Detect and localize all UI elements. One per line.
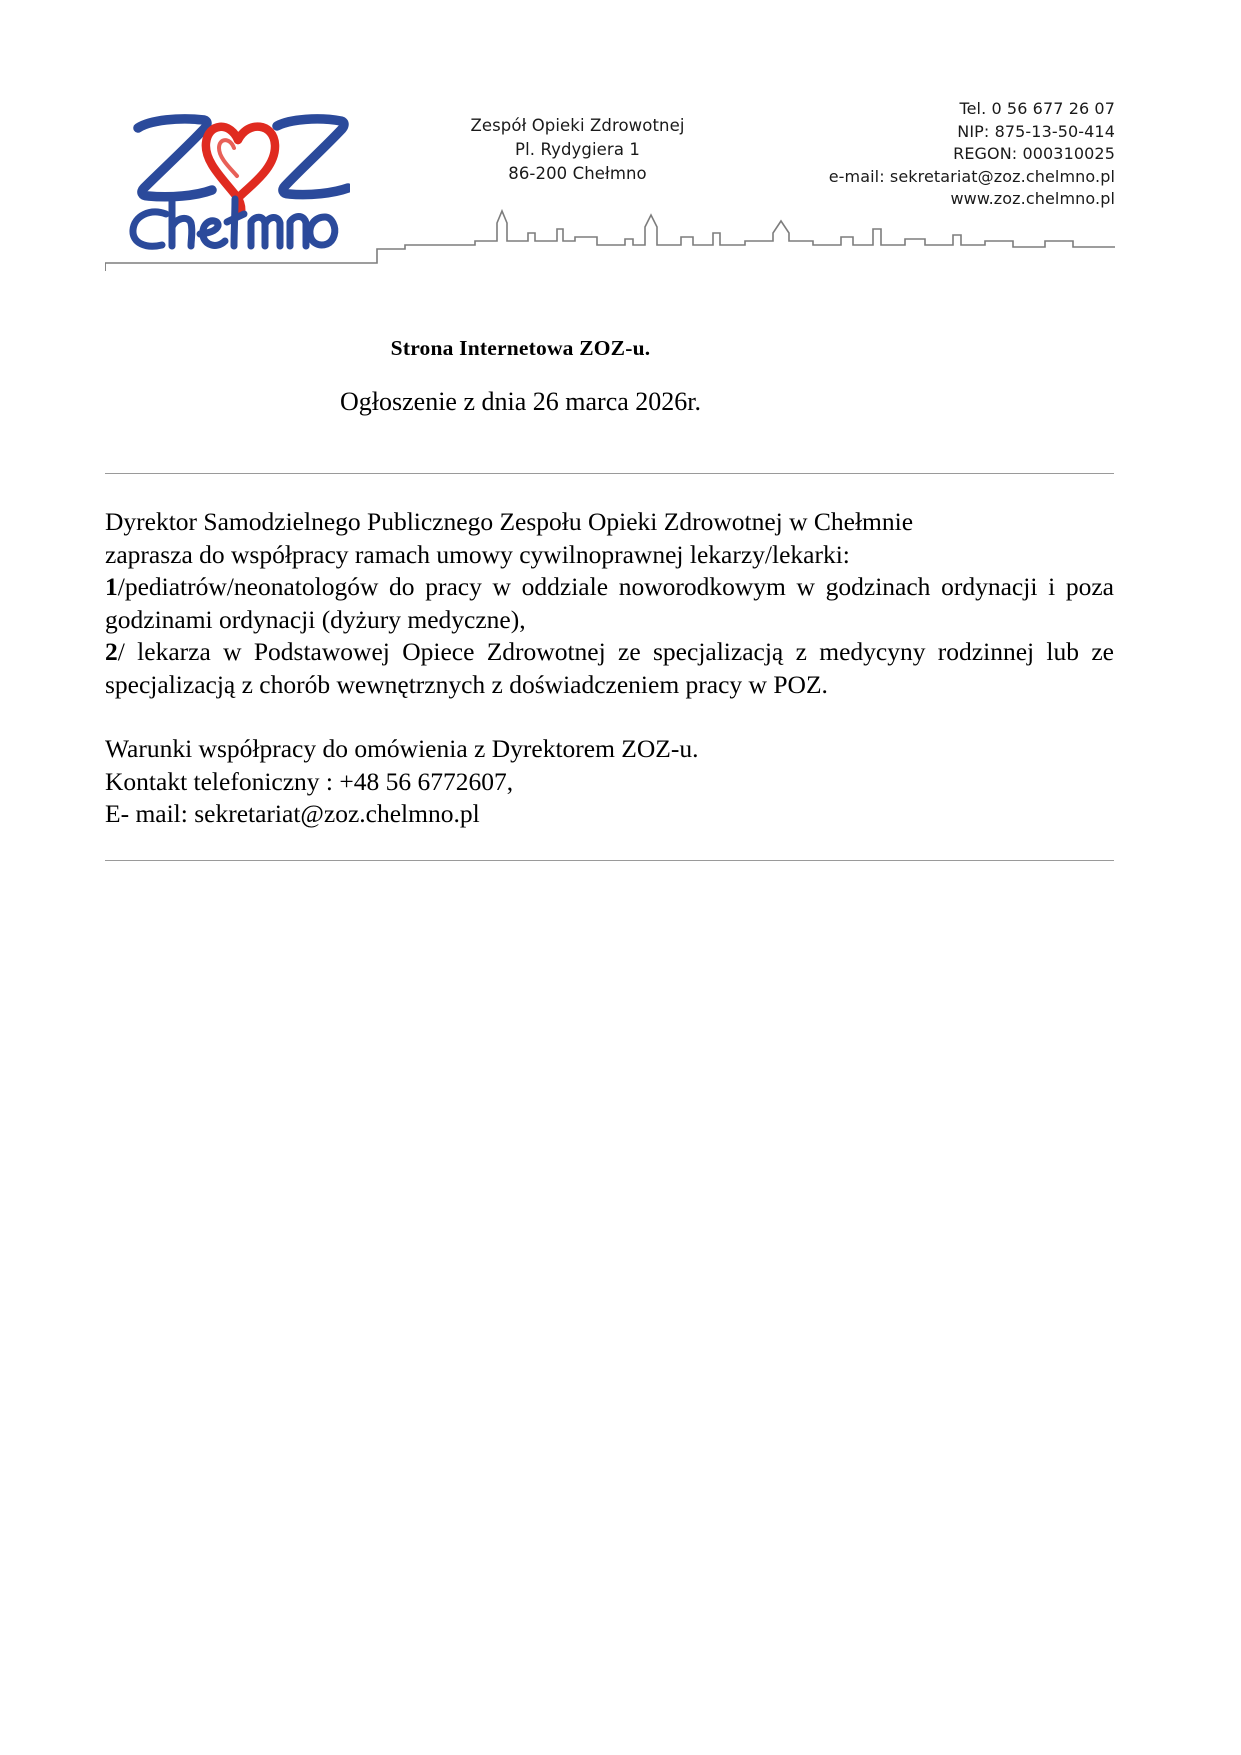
list-item-2-text: / lekarza w Podstawowej Opiece Zdrowotnej ze specjalizacją z medycyny rodzinnej lub ze specjalizacją z chorób wewnętrznych z doświadczeniem pracy w POZ. — [105, 637, 1114, 699]
announcement-body — [105, 506, 1114, 831]
letterhead — [105, 88, 1115, 273]
divider-top — [105, 473, 1114, 474]
page-title — [0, 336, 1241, 361]
contact-email: e-mail: sekretariat@zoz.chelmno.pl — [828, 166, 1115, 186]
list-item-1 — [105, 571, 1114, 636]
list-item-1-marker: 1 — [105, 572, 118, 601]
contact-phone: Tel. 0 56 677 26 07 — [959, 99, 1115, 118]
divider-bottom — [105, 860, 1114, 861]
list-item-2-marker: 2 — [105, 637, 118, 666]
contact-website: www.zoz.chelmno.pl — [950, 189, 1115, 208]
announcement-date — [0, 387, 1241, 417]
contact-nip: NIP: 875-13-50-414 — [957, 121, 1115, 141]
page-title-text: Strona Internetowa ZOZ-u. — [390, 336, 651, 360]
intro-line-2: zaprasza do współpracy ramach umowy cywilnoprawnej lekarzy/lekarki: — [105, 539, 850, 569]
contact-phone-line: Kontakt telefoniczny : +48 56 6772607, — [105, 766, 514, 796]
address-line-city: 86-200 Chełmno — [508, 164, 647, 183]
contact-email-line: E- mail: sekretariat@zoz.chelmno.pl — [105, 799, 480, 828]
list-item-2 — [105, 636, 1114, 701]
address-line-street: Pl. Rydygiera 1 — [515, 140, 640, 159]
paragraph-spacer — [105, 701, 1114, 733]
contact-regon: REGON: 000310025 — [953, 144, 1115, 163]
list-item-1-text: /pediatrów/neonatologów do pracy w oddziale noworodkowym w godzinach ordynacji i poza godzinami ordynacji (dyżury medyczne), — [105, 572, 1114, 634]
city-skyline-graphic — [105, 193, 1115, 273]
terms-line: Warunki współpracy do omówienia z Dyrektorem ZOZ-u. — [105, 734, 699, 763]
announcement-date-text: Ogłoszenie z dnia 26 marca 2026r. — [340, 387, 701, 416]
address-line-name: Zespół Opieki Zdrowotnej — [470, 116, 685, 135]
intro-line-1: Dyrektor Samodzielnego Publicznego Zespołu Opieki Zdrowotnej w Chełmnie — [105, 507, 914, 536]
